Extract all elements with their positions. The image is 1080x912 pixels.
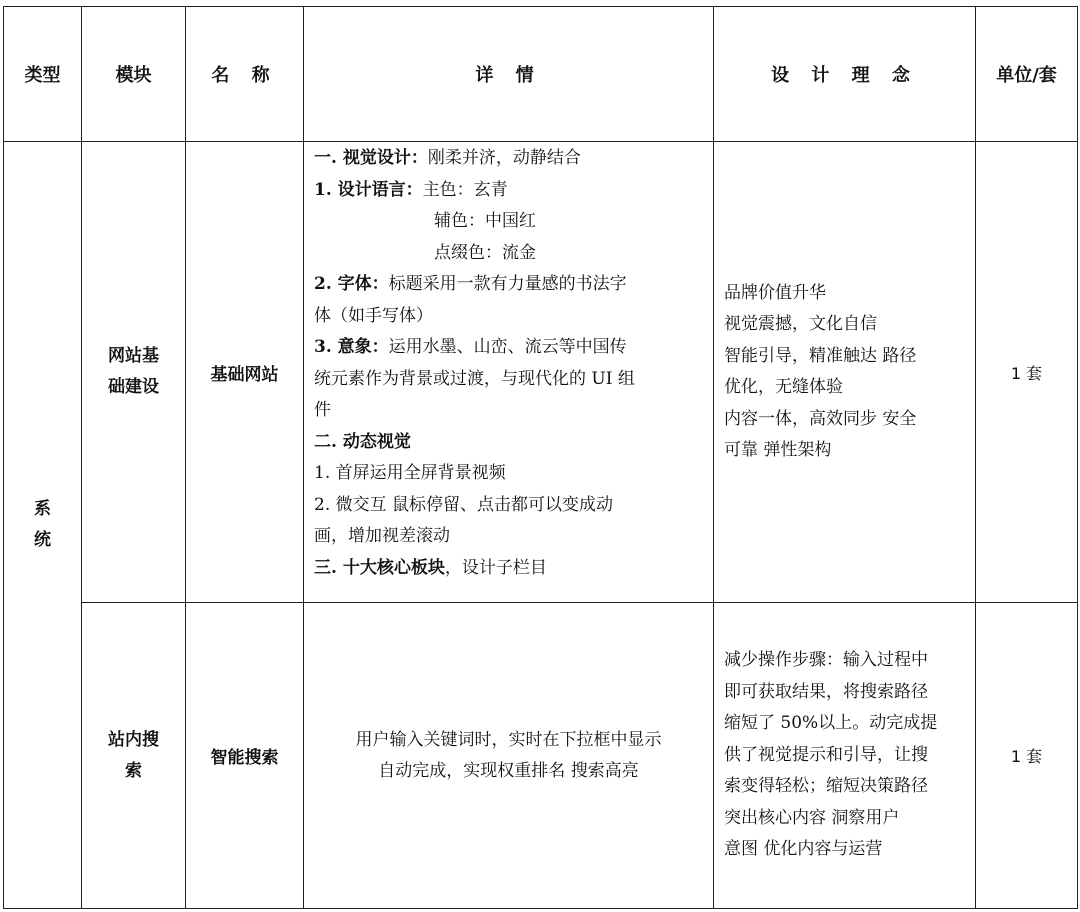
concept-line: 品牌价值升华: [724, 282, 826, 303]
detail-line: 自动完成，实现权重排名 搜索高亮: [378, 760, 639, 781]
detail-line: [314, 143, 703, 175]
concept-line: 减少操作步骤：输入过程中: [724, 650, 928, 671]
detail-heading: 2. 字体：: [314, 274, 389, 294]
header-name: 名 称: [186, 7, 304, 142]
detail-heading: 1. 设计语言：: [314, 179, 423, 200]
module-cell: [82, 603, 186, 909]
detail-line: 1. 首屏运用全屏背景视频: [314, 463, 506, 483]
concept-line: 突出核心内容 洞察用户: [724, 807, 900, 828]
detail-heading: 三. 十大核心板块: [314, 557, 445, 578]
module-line-2: 索: [125, 760, 142, 781]
detail-line: [314, 269, 703, 301]
module-line-1: 网站基: [108, 346, 159, 366]
spec-table: [3, 6, 1078, 909]
detail-text: ，设计子栏目: [444, 557, 547, 578]
concept-line: 供了视觉提示和引导，让搜: [724, 744, 928, 765]
concept-line: 即可获取结果，将搜索路径: [724, 681, 928, 702]
concept-line: 可靠 弹性架构: [724, 440, 832, 460]
detail-text: 刚柔并济，动静结合: [427, 148, 581, 168]
type-value-line-1: 系: [34, 499, 51, 519]
concept-line: 索变得轻松；缩短决策路径: [724, 776, 928, 797]
header-concept: 设 计 理 念: [714, 7, 976, 142]
unit-cell: 1 套: [976, 142, 1078, 603]
detail-cell: [304, 142, 714, 603]
detail-heading: 一. 视觉设计：: [314, 148, 428, 168]
concept-cell: [714, 603, 976, 909]
detail-line: 用户输入关键词时，实时在下拉框中显示: [355, 729, 662, 750]
detail-line: 2. 微交互 鼠标停留、点击都可以变成动: [314, 494, 614, 515]
concept-line: 意图 优化内容与运营: [724, 839, 883, 860]
concept-cell: [714, 142, 976, 603]
table-row: [4, 603, 1078, 909]
header-unit: 单位/套: [976, 7, 1078, 142]
detail-line: 件: [314, 400, 331, 420]
detail-line: 点缀色：流金: [434, 242, 536, 263]
type-value-line-2: 统: [34, 530, 51, 550]
header-type: 类型: [4, 7, 82, 142]
module-cell: [82, 142, 186, 603]
detail-line: 辅色：中国红: [434, 211, 536, 231]
detail-line: 画，增加视差滚动: [314, 526, 450, 546]
header-row: [4, 7, 1078, 142]
detail-heading: 3. 意象：: [314, 337, 389, 357]
detail-text: 主色：玄青: [422, 179, 508, 200]
detail-text: 运用水墨、山峦、流云等中国传: [388, 337, 627, 357]
concept-line: 缩短了 50%以上。动完成提: [724, 713, 938, 734]
concept-line: 智能引导，精准触达 路径: [724, 345, 917, 366]
detail-line: 统元素作为背景或过渡，与现代化的 UI 组: [314, 368, 635, 389]
detail-line: [314, 175, 703, 207]
name-cell: 智能搜索: [186, 603, 304, 909]
detail-line: [314, 332, 703, 364]
detail-line: 体（如手写体）: [314, 305, 433, 326]
unit-cell: 1 套: [976, 603, 1078, 909]
detail-line: 二. 动态视觉: [314, 431, 411, 452]
table-row: [4, 142, 1078, 603]
module-line-2: 础建设: [108, 377, 159, 397]
name-cell: 基础网站: [186, 142, 304, 603]
module-line-1: 站内搜: [108, 729, 159, 750]
type-cell: [4, 142, 82, 909]
concept-line: 优化，无缝体验: [724, 377, 843, 397]
concept-line: 内容一体，高效同步 安全: [724, 408, 917, 429]
detail-cell: [304, 603, 714, 909]
detail-text: 标题采用一款有力量感的书法字: [388, 274, 627, 294]
header-module: 模块: [82, 7, 186, 142]
header-detail: 详 情: [304, 7, 714, 142]
concept-line: 视觉震撼，文化自信: [724, 314, 877, 334]
detail-line: [314, 553, 703, 585]
